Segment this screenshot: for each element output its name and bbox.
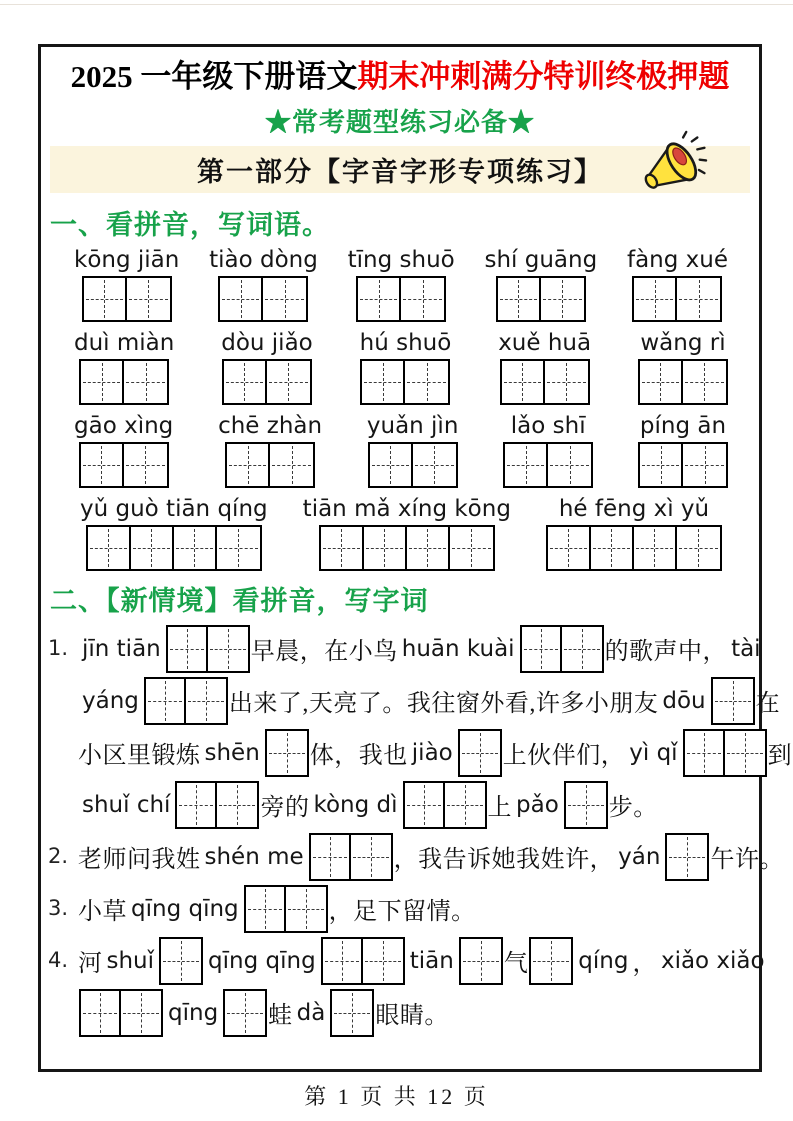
word-row xyxy=(74,496,728,571)
writing-box-1cell xyxy=(330,989,374,1037)
writing-cell xyxy=(186,679,226,723)
writing-cell xyxy=(286,887,326,931)
writing-cell xyxy=(364,527,407,569)
pinyin-label: shí guāng xyxy=(484,246,598,273)
sentence-lines xyxy=(78,831,784,883)
writing-box-2cell xyxy=(683,729,767,777)
writing-cell xyxy=(401,278,444,320)
writing-cell xyxy=(545,361,588,403)
writing-cell xyxy=(174,527,217,569)
writing-cell xyxy=(224,361,267,403)
writing-box-2cell xyxy=(222,359,312,405)
sentence-item xyxy=(48,623,793,831)
pinyin-text: kòng dì xyxy=(313,791,398,818)
writing-cell xyxy=(124,444,167,486)
writing-box-1cell xyxy=(458,729,502,777)
pinyin-text: yáng xyxy=(82,687,139,714)
writing-cell xyxy=(362,361,405,403)
word-item xyxy=(503,413,593,488)
pinyin-word-grid xyxy=(48,247,752,571)
writing-cell xyxy=(562,627,602,671)
chinese-text: 河 xyxy=(78,951,103,978)
writing-box-2cell xyxy=(638,359,728,405)
pinyin-label: lǎo shī xyxy=(510,412,586,439)
writing-cell xyxy=(634,278,677,320)
writing-cell xyxy=(88,527,131,569)
pinyin-label: wǎng rì xyxy=(640,329,726,356)
writing-cell xyxy=(502,361,545,403)
writing-cell xyxy=(405,783,445,827)
word-item xyxy=(74,330,174,405)
writing-cell xyxy=(168,627,208,671)
writing-box-2cell xyxy=(356,276,446,322)
sentence-line xyxy=(78,883,750,935)
writing-cell xyxy=(208,627,248,671)
chinese-text: 上伙伴们， xyxy=(502,743,626,770)
word-item xyxy=(348,247,455,322)
chinese-text: 午许。 xyxy=(710,847,784,874)
writing-cell xyxy=(683,444,726,486)
writing-cell xyxy=(84,278,127,320)
chinese-text: 小区里锻炼 xyxy=(78,743,201,770)
section1-heading: 一、看拼音，写词语。 xyxy=(50,209,330,240)
word-item xyxy=(484,247,597,322)
sentence-number: 2. xyxy=(48,843,69,868)
writing-cell xyxy=(450,527,493,569)
writing-cell xyxy=(217,783,257,827)
title-black-part: 2025 一年级下册语文 xyxy=(70,59,358,94)
pinyin-label: píng ān xyxy=(639,412,727,439)
word-item xyxy=(221,330,313,405)
writing-box-1cell xyxy=(159,937,203,985)
word-item xyxy=(367,413,459,488)
pinyin-text: shēn xyxy=(204,739,260,766)
writing-box-2cell xyxy=(632,276,722,322)
writing-cell xyxy=(461,939,501,983)
writing-cell xyxy=(267,361,310,403)
title-red-part: 期末冲刺满分特训终极押题 xyxy=(357,59,730,94)
writing-box-2cell xyxy=(496,276,586,322)
pinyin-label: duì miàn xyxy=(74,329,175,356)
page-title xyxy=(48,55,752,100)
chinese-text: 早晨，在小鸟 xyxy=(250,639,398,666)
word-item xyxy=(498,330,591,405)
writing-cell xyxy=(640,361,683,403)
writing-cell xyxy=(227,444,270,486)
sentence-number: 4. xyxy=(48,947,69,972)
writing-cell xyxy=(81,991,121,1035)
writing-cell xyxy=(548,444,591,486)
chinese-text: 小草 xyxy=(78,899,127,926)
writing-box-2cell xyxy=(638,442,728,488)
writing-cell xyxy=(445,783,485,827)
writing-box-2cell xyxy=(79,359,169,405)
word-item xyxy=(638,413,728,488)
chinese-text: 在 xyxy=(755,691,781,718)
sentence-line xyxy=(78,987,750,1039)
sentence-item xyxy=(48,883,750,935)
pinyin-label: hú shuō xyxy=(359,329,452,356)
writing-box-4cell xyxy=(546,525,722,571)
writing-cell xyxy=(127,278,170,320)
word-item xyxy=(546,496,722,571)
writing-cell xyxy=(640,444,683,486)
writing-cell xyxy=(685,731,725,775)
pinyin-text: qīng qīng xyxy=(208,947,316,974)
writing-box-1cell xyxy=(529,937,573,985)
pinyin-label: hé fēng xì yǔ xyxy=(558,495,710,522)
writing-box-1cell xyxy=(665,833,709,881)
pinyin-label: dòu jiǎo xyxy=(221,329,313,356)
writing-cell xyxy=(713,679,753,723)
sentence-exercise-list xyxy=(48,623,793,1039)
pinyin-text: qīng xyxy=(168,999,219,1026)
writing-box-2cell xyxy=(82,276,172,322)
sentence-line xyxy=(78,779,750,831)
writing-box-2cell xyxy=(403,781,487,829)
writing-box-2cell xyxy=(244,885,328,933)
chinese-text: 眼睛。 xyxy=(375,1003,449,1030)
writing-cell xyxy=(263,278,306,320)
writing-box-2cell xyxy=(503,442,593,488)
writing-cell xyxy=(246,887,286,931)
pinyin-label: chē zhàn xyxy=(218,412,323,439)
pinyin-text: qíng xyxy=(578,947,629,974)
chinese-text: ， xyxy=(632,951,657,978)
section2-heading: 二、【新情境】看拼音，写字词 xyxy=(50,585,429,616)
writing-box-2cell xyxy=(79,989,163,1037)
writing-cell xyxy=(548,527,591,569)
writing-box-1cell xyxy=(711,677,755,725)
chinese-text: 老师问我姓 xyxy=(78,847,201,874)
writing-cell xyxy=(363,939,403,983)
writing-box-2cell xyxy=(144,677,228,725)
pinyin-label: gāo xìng xyxy=(74,412,174,439)
pinyin-text: yán xyxy=(618,843,661,870)
writing-cell xyxy=(407,527,450,569)
writing-cell xyxy=(81,444,124,486)
pinyin-label: tiào dòng xyxy=(209,246,318,273)
writing-cell xyxy=(124,361,167,403)
sentence-line xyxy=(78,935,765,987)
writing-cell xyxy=(531,939,571,983)
sentence-line xyxy=(78,831,784,883)
writing-cell xyxy=(146,679,186,723)
writing-cell xyxy=(217,527,260,569)
writing-box-4cell xyxy=(86,525,262,571)
word-row xyxy=(74,247,728,322)
writing-cell xyxy=(460,731,500,775)
sentence-lines xyxy=(78,935,765,1039)
chinese-text: 气 xyxy=(503,951,529,978)
writing-box-2cell xyxy=(309,833,393,881)
pinyin-text: pǎo xyxy=(516,791,559,818)
writing-cell xyxy=(121,991,161,1035)
writing-cell xyxy=(634,527,677,569)
pinyin-text: jiào xyxy=(411,739,453,766)
pinyin-text: qīng qīng xyxy=(131,895,239,922)
writing-box-2cell xyxy=(175,781,259,829)
writing-cell xyxy=(677,527,720,569)
worksheet-frame xyxy=(38,44,793,1072)
writing-cell xyxy=(498,278,541,320)
writing-box-4cell xyxy=(319,525,495,571)
writing-cell xyxy=(323,939,363,983)
writing-cell xyxy=(370,444,413,486)
sentence-item xyxy=(48,831,784,883)
word-item xyxy=(627,247,728,322)
word-item xyxy=(74,247,179,322)
pinyin-label: fàng xué xyxy=(626,246,728,273)
writing-cell xyxy=(177,783,217,827)
pinyin-label: xuě huā xyxy=(498,329,592,356)
writing-box-2cell xyxy=(218,276,308,322)
writing-cell xyxy=(321,527,364,569)
pinyin-text: dà xyxy=(296,999,326,1026)
chinese-text: 出来了,天亮了。我往窗外看,许多小朋友 xyxy=(228,691,659,718)
pinyin-text: yì qǐ xyxy=(629,739,678,766)
chinese-text: 体，我也 xyxy=(309,743,408,770)
pinyin-text: huān kuài xyxy=(401,635,515,662)
part-banner xyxy=(50,146,750,193)
writing-cell xyxy=(311,835,351,879)
writing-cell xyxy=(270,444,313,486)
chinese-text: 到 xyxy=(767,743,793,770)
chinese-text: 旁的 xyxy=(260,795,310,822)
writing-cell xyxy=(566,783,606,827)
writing-box-2cell xyxy=(360,359,450,405)
megaphone-icon xyxy=(634,128,710,204)
writing-cell xyxy=(725,731,765,775)
writing-cell xyxy=(332,991,372,1035)
pinyin-label: kōng jiān xyxy=(74,246,180,273)
writing-cell xyxy=(405,361,448,403)
pinyin-text: tiān xyxy=(409,947,454,974)
writing-cell xyxy=(505,444,548,486)
chinese-text: ，足下留情。 xyxy=(328,899,476,926)
pinyin-label: yǔ guò tiān qíng xyxy=(80,495,268,522)
writing-cell xyxy=(667,835,707,879)
writing-box-1cell xyxy=(459,937,503,985)
writing-cell xyxy=(358,278,401,320)
writing-cell xyxy=(413,444,456,486)
pinyin-text: dōu xyxy=(662,687,706,714)
word-item xyxy=(80,496,268,571)
writing-box-2cell xyxy=(225,442,315,488)
writing-box-1cell xyxy=(223,989,267,1037)
word-row xyxy=(74,330,728,405)
chinese-text: 步。 xyxy=(608,795,658,822)
writing-cell xyxy=(267,731,307,775)
word-item xyxy=(303,496,511,571)
writing-cell xyxy=(161,939,201,983)
pinyin-text: xiǎo xiǎo xyxy=(660,947,765,974)
word-item xyxy=(218,413,322,488)
word-row xyxy=(74,413,728,488)
writing-box-2cell xyxy=(520,625,604,673)
sentence-number: 1. xyxy=(48,635,69,660)
writing-cell xyxy=(81,361,124,403)
writing-box-2cell xyxy=(500,359,590,405)
word-item xyxy=(360,330,452,405)
word-item xyxy=(74,413,173,488)
writing-box-2cell xyxy=(79,442,169,488)
word-item xyxy=(638,330,728,405)
writing-cell xyxy=(131,527,174,569)
writing-box-2cell xyxy=(321,937,405,985)
sentence-lines xyxy=(78,623,793,831)
sentence-line xyxy=(78,623,761,675)
sentence-item xyxy=(48,935,765,1039)
pinyin-text: shuǐ chí xyxy=(82,791,171,818)
writing-cell xyxy=(225,991,265,1035)
subtitle: ★常考题型练习必备★ xyxy=(264,107,535,137)
writing-cell xyxy=(591,527,634,569)
chinese-text: ，我告诉她我姓许， xyxy=(393,847,615,874)
pinyin-label: yuǎn jìn xyxy=(366,412,459,439)
writing-cell xyxy=(220,278,263,320)
pinyin-label: tīng shuō xyxy=(347,246,455,273)
part-banner-text: 第一部分【字音字形专项练习】 xyxy=(197,156,603,187)
sentence-line xyxy=(78,727,793,779)
pinyin-text: shuǐ xyxy=(106,947,155,974)
page-top-rule xyxy=(0,4,793,5)
writing-cell xyxy=(351,835,391,879)
pinyin-text: tài xyxy=(731,635,761,662)
writing-cell xyxy=(683,361,726,403)
sentence-number: 3. xyxy=(48,895,69,920)
pinyin-text: jīn tiān xyxy=(82,635,161,662)
sentence-lines xyxy=(78,883,750,935)
writing-cell xyxy=(541,278,584,320)
writing-cell xyxy=(522,627,562,671)
writing-box-2cell xyxy=(368,442,458,488)
pinyin-text: shén me xyxy=(204,843,304,870)
writing-cell xyxy=(677,278,720,320)
chinese-text: 蛙 xyxy=(268,1003,293,1030)
word-item xyxy=(209,247,318,322)
sentence-line xyxy=(78,675,781,727)
chinese-text: 的歌声中， xyxy=(604,639,728,666)
writing-box-2cell xyxy=(166,625,250,673)
pinyin-label: tiān mǎ xíng kōng xyxy=(302,495,511,522)
chinese-text: 上 xyxy=(487,795,513,822)
writing-box-1cell xyxy=(564,781,608,829)
page-number-footer: 第 1 页 共 12 页 xyxy=(304,1084,489,1109)
writing-box-1cell xyxy=(265,729,309,777)
